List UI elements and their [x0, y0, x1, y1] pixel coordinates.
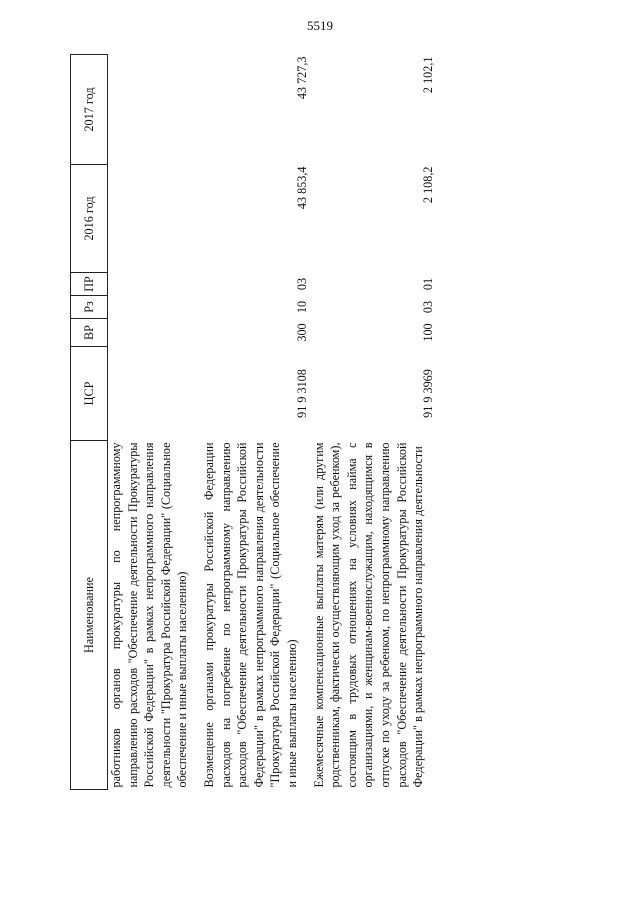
rotated-table-container: [70, 55, 602, 790]
header-year-2017: 2017 год: [71, 55, 108, 165]
header-name: Наименование: [71, 441, 108, 790]
table-row: [311, 55, 437, 790]
table-header-row: [71, 55, 108, 790]
row-vr: 300: [294, 323, 309, 342]
row-vr: [108, 319, 201, 347]
row-csr: 91 9 3108: [294, 369, 309, 418]
row-rz: [108, 296, 201, 319]
row-value-2016: 43 853,4: [294, 166, 309, 210]
header-csr: ЦСР: [71, 347, 108, 441]
row-name: Возмещение органами прокуратуры Российской Федерации расходов на погребение по непрограммному направлению расходов "Обеспечение деятельности Прокуратуры Российской Федерации" в рамках непрограммного направления деятельности "Прокуратура Российской Федерации" (Социальное обеспечение и иные выплаты населению): [201, 442, 299, 788]
row-csr: 91 9 3969: [421, 369, 436, 418]
row-value-2017: [108, 55, 201, 165]
row-name: работников органов прокуратуры по непрограммному направлению расходов "Обеспечение деятельности Прокуратуры Российской Федерации" в рамках непрограммного направления деятельности "Прокуратура Российской Федерации" (Социальное обеспечение и иные выплаты населению): [109, 442, 190, 788]
table-row: [108, 55, 201, 790]
page-number: 5519: [307, 18, 333, 33]
row-value-2017: 2 102,1: [421, 56, 436, 94]
table-row: [201, 55, 311, 790]
row-pr: [108, 273, 201, 296]
header-pr: ПР: [71, 273, 108, 296]
header-year-2016: 2016 год: [71, 165, 108, 273]
row-value-2016: [108, 165, 201, 273]
row-rz: 10: [294, 300, 309, 314]
row-value-2016: 2 108,2: [421, 166, 436, 204]
row-name: Ежемесячные компенсационные выплаты матерям (или другим родственникам, фактически осуществляющим уход за ребенком), состоящим в трудовых отношениях на условиях найма с организациями, и женщинам-военнослужащим, находящимся в отпуске по уходу за ребенком, по непрограммному направлению расходов "Обеспечение деятельности Прокуратуры Российской Федерации" в рамках непрограммного направления деятельности: [311, 442, 426, 788]
row-csr: [108, 347, 201, 441]
row-vr: 100: [421, 323, 436, 342]
row-rz: 03: [421, 300, 436, 314]
row-pr: 01: [421, 277, 436, 291]
header-rz: Рз: [71, 296, 108, 319]
row-pr: 03: [294, 277, 309, 291]
header-vr: ВР: [71, 319, 108, 347]
row-value-2017: 43 727,3: [294, 56, 309, 100]
budget-table: [70, 54, 437, 790]
